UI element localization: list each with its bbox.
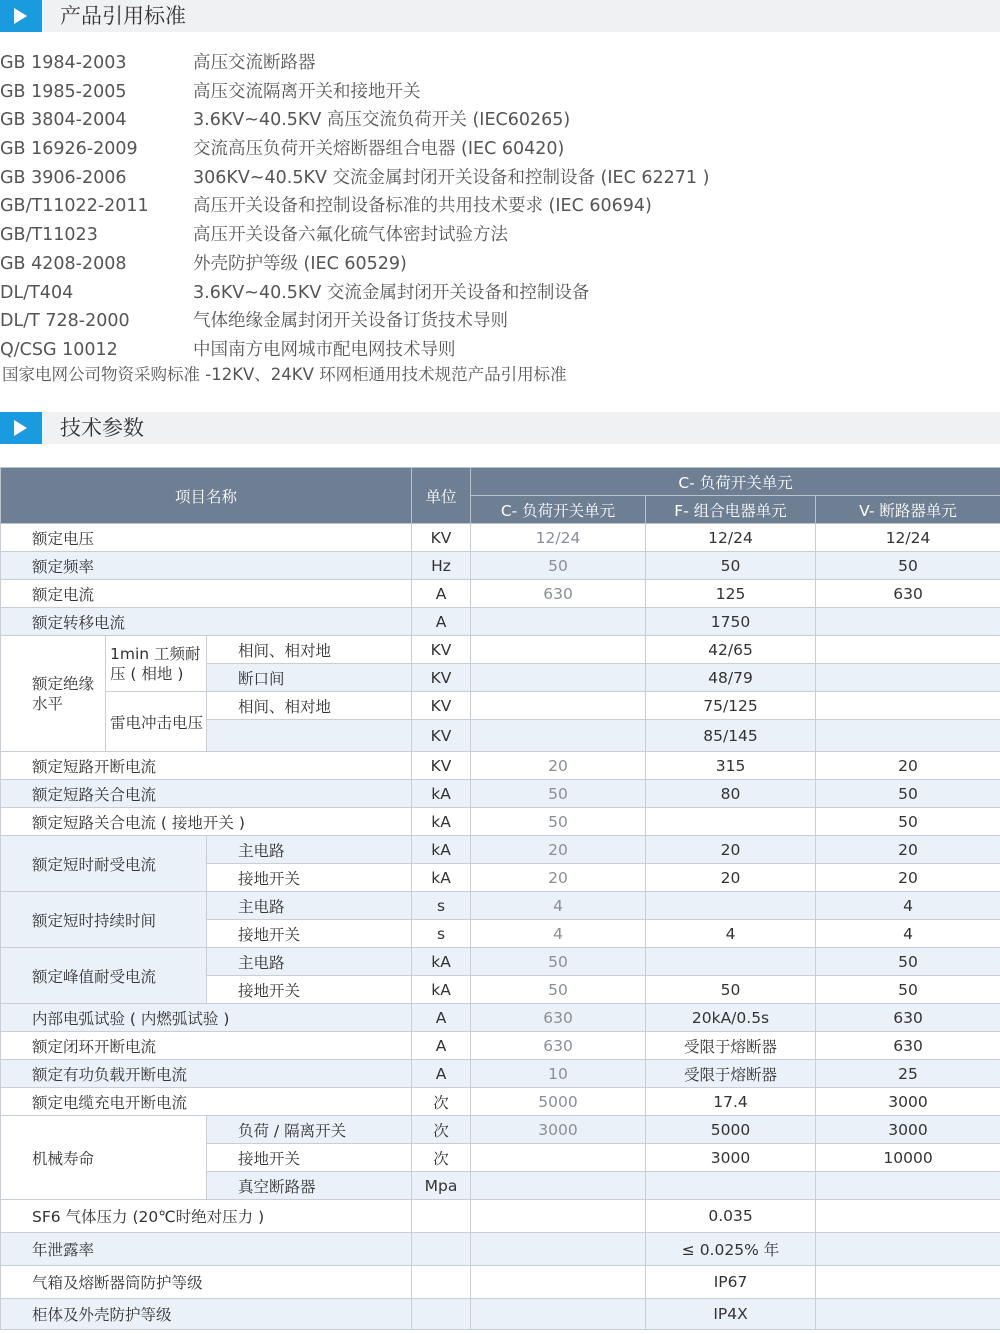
row-unit: 次	[412, 1088, 471, 1116]
cell-c: 4	[471, 892, 646, 920]
cell-v: 10000	[816, 1144, 1000, 1172]
row-name: 额定短路关合电流	[1, 780, 412, 808]
list-item	[0, 49, 1000, 78]
row-subitem-name	[207, 720, 412, 752]
cell-c	[471, 1200, 646, 1233]
row-name: 额定短路关合电流 ( 接地开关 )	[1, 808, 412, 836]
row-name: 气箱及熔断器筒防护等级	[1, 1266, 412, 1299]
standard-name: 高压开关设备六氟化硫气体密封试验方法	[193, 225, 508, 246]
table-row	[1, 580, 1000, 608]
cell-c: 50	[471, 976, 646, 1004]
list-item	[0, 250, 1000, 279]
row-unit: kA	[412, 780, 471, 808]
standard-name: 3.6KV~40.5KV 高压交流负荷开关 (IEC60265)	[193, 110, 571, 131]
cell-c: 50	[471, 808, 646, 836]
cell-f: IP67	[646, 1266, 816, 1299]
row-name: 额定频率	[1, 552, 412, 580]
cell-f: 315	[646, 752, 816, 780]
row-group-name: 额定峰值耐受电流	[1, 948, 207, 1004]
row-name: 额定有功负载开断电流	[1, 1060, 412, 1088]
cell-v: 20	[816, 836, 1000, 864]
row-name: 额定电流	[1, 580, 412, 608]
cell-c: 12/24	[471, 524, 646, 552]
cell-c	[471, 636, 646, 664]
cell-f: 50	[646, 552, 816, 580]
row-unit: KV	[412, 752, 471, 780]
cell-f: 85/145	[646, 720, 816, 752]
list-item	[0, 78, 1000, 107]
cell-f: 20	[646, 864, 816, 892]
cell-c: 50	[471, 552, 646, 580]
row-unit: kA	[412, 864, 471, 892]
cell-f: 4	[646, 920, 816, 948]
cell-f: 17.4	[646, 1088, 816, 1116]
row-name: 额定电压	[1, 524, 412, 552]
cell-f: 48/79	[646, 664, 816, 692]
row-name: 柜体及外壳防护等级	[1, 1299, 412, 1330]
table-row	[1, 1266, 1000, 1299]
standard-code: GB 3804-2004	[0, 110, 127, 131]
standard-name: 气体绝缘金属封闭开关设备订货技术导则	[193, 311, 508, 332]
row-name: 年泄露率	[1, 1233, 412, 1266]
cell-c: 5000	[471, 1088, 646, 1116]
cell-f	[646, 1172, 816, 1200]
cell-c: 20	[471, 836, 646, 864]
row-unit: s	[412, 892, 471, 920]
list-item	[0, 135, 1000, 164]
row-subitem-name: 接地开关	[207, 1144, 412, 1172]
cell-v: 4	[816, 920, 1000, 948]
standard-code: GB/T11023	[0, 225, 98, 246]
table-row	[1, 692, 1000, 720]
cell-v: 4	[816, 892, 1000, 920]
cell-v: 25	[816, 1060, 1000, 1088]
table-row	[1, 892, 1000, 920]
section-title: 技术参数	[60, 416, 144, 440]
cell-v	[816, 1299, 1000, 1330]
cell-f	[646, 948, 816, 976]
cell-f: 5000	[646, 1116, 816, 1144]
table-row	[1, 1032, 1000, 1060]
cell-c	[471, 1233, 646, 1266]
standards-note: 国家电网公司物资采购标准 -12KV、24KV 环网柜通用技术规范产品引用标准	[2, 365, 567, 384]
cell-c: 20	[471, 864, 646, 892]
cell-v	[816, 1233, 1000, 1266]
cell-c	[471, 1299, 646, 1330]
standards-list	[0, 49, 1000, 365]
list-item	[0, 192, 1000, 221]
standard-code: GB 1984-2003	[0, 53, 127, 73]
cell-v	[816, 720, 1000, 752]
row-unit: kA	[412, 948, 471, 976]
row-group-name: 额定短时持续时间	[1, 892, 207, 948]
header-group: C- 负荷开关单元	[471, 468, 1000, 496]
cell-v: 50	[816, 552, 1000, 580]
table-row	[1, 780, 1000, 808]
standard-code: Q/CSG 10012	[0, 339, 118, 360]
cell-v	[816, 1266, 1000, 1299]
cell-f	[646, 808, 816, 836]
table-row	[1, 552, 1000, 580]
row-unit: kA	[412, 976, 471, 1004]
cell-f: 20	[646, 836, 816, 864]
table-row	[1, 948, 1000, 976]
row-unit	[412, 1266, 471, 1299]
row-unit: KV	[412, 636, 471, 664]
cell-c	[471, 1266, 646, 1299]
table-row	[1, 1088, 1000, 1116]
cell-v	[816, 664, 1000, 692]
tech-params-table	[0, 467, 1000, 1330]
cell-f: 75/125	[646, 692, 816, 720]
row-subgroup-name: 1min 工频耐压 ( 相地 )	[106, 636, 207, 692]
row-subitem-name: 主电路	[207, 892, 412, 920]
row-unit: A	[412, 1032, 471, 1060]
table-row	[1, 1299, 1000, 1330]
row-subgroup-name: 雷电冲击电压	[106, 692, 207, 752]
standard-code: GB 16926-2009	[0, 139, 138, 160]
cell-c	[471, 720, 646, 752]
row-subitem-name: 主电路	[207, 948, 412, 976]
list-item	[0, 164, 1000, 193]
cell-v	[816, 1172, 1000, 1200]
standard-name: 3.6KV~40.5KV 交流金属封闭开关设备和控制设备	[193, 282, 590, 303]
table-row	[1, 524, 1000, 552]
cell-c: 20	[471, 752, 646, 780]
list-item	[0, 106, 1000, 135]
standard-name: 高压开关设备和控制设备标准的共用技术要求 (IEC 60694)	[193, 196, 652, 217]
cell-v	[816, 1200, 1000, 1233]
row-unit: Hz	[412, 552, 471, 580]
row-unit: kA	[412, 836, 471, 864]
row-unit: KV	[412, 664, 471, 692]
play-arrow-icon	[0, 412, 42, 444]
standard-code: DL/T404	[0, 282, 74, 303]
header-col-c: C- 负荷开关单元	[471, 496, 646, 524]
row-unit: A	[412, 580, 471, 608]
list-item	[0, 307, 1000, 336]
standard-name: 外壳防护等级 (IEC 60529)	[193, 253, 407, 274]
cell-c: 630	[471, 1004, 646, 1032]
list-item	[0, 221, 1000, 250]
row-subitem-name: 相间、相对地	[207, 636, 412, 664]
cell-v: 50	[816, 808, 1000, 836]
cell-c	[471, 664, 646, 692]
row-subitem-name: 接地开关	[207, 864, 412, 892]
standard-code: GB 3906-2006	[0, 167, 127, 188]
section-header-params	[0, 412, 1000, 444]
table-row	[1, 752, 1000, 780]
cell-v: 630	[816, 1032, 1000, 1060]
standard-code: GB 4208-2008	[0, 253, 127, 274]
cell-v: 3000	[816, 1088, 1000, 1116]
cell-v: 50	[816, 976, 1000, 1004]
row-unit: KV	[412, 692, 471, 720]
row-name: SF6 气体压力 (20℃时绝对压力 )	[1, 1200, 412, 1233]
cell-v: 50	[816, 948, 1000, 976]
header-item-name: 项目名称	[1, 468, 412, 524]
cell-v: 630	[816, 580, 1000, 608]
cell-f	[646, 892, 816, 920]
row-unit: 次	[412, 1116, 471, 1144]
row-name: 额定闭环开断电流	[1, 1032, 412, 1060]
cell-f: 20kA/0.5s	[646, 1004, 816, 1032]
table-row	[1, 808, 1000, 836]
header-unit: 单位	[412, 468, 471, 524]
standard-name: 中国南方电网城市配电网技术导则	[193, 339, 456, 360]
row-unit: kA	[412, 808, 471, 836]
row-unit	[412, 1299, 471, 1330]
cell-v	[816, 608, 1000, 636]
cell-c: 50	[471, 780, 646, 808]
row-unit: Mpa	[412, 1172, 471, 1200]
cell-f: 50	[646, 976, 816, 1004]
cell-v: 20	[816, 752, 1000, 780]
standard-name: 306KV~40.5KV 交流金属封闭开关设备和控制设备 (IEC 62271 )	[193, 167, 710, 188]
cell-f: 1750	[646, 608, 816, 636]
table-row	[1, 1116, 1000, 1144]
cell-f: 受限于熔断器	[646, 1032, 816, 1060]
standard-code: DL/T 728-2000	[0, 311, 130, 332]
standard-name: 高压交流隔离开关和接地开关	[193, 81, 421, 102]
cell-c: 630	[471, 580, 646, 608]
row-name: 额定短路开断电流	[1, 752, 412, 780]
table-row	[1, 1200, 1000, 1233]
row-group-name: 额定绝缘水平	[1, 636, 106, 752]
section-title: 产品引用标准	[60, 4, 186, 28]
cell-f: 3000	[646, 1144, 816, 1172]
cell-f: 受限于熔断器	[646, 1060, 816, 1088]
row-name: 额定转移电流	[1, 608, 412, 636]
row-name: 额定电缆充电开断电流	[1, 1088, 412, 1116]
row-subitem-name: 主电路	[207, 836, 412, 864]
row-subitem-name: 接地开关	[207, 920, 412, 948]
cell-v: 20	[816, 864, 1000, 892]
table-row	[1, 636, 1000, 664]
cell-v: 3000	[816, 1116, 1000, 1144]
header-col-v: V- 断路器单元	[816, 496, 1000, 524]
row-unit: A	[412, 1004, 471, 1032]
cell-f: IP4X	[646, 1299, 816, 1330]
cell-f: 125	[646, 580, 816, 608]
cell-f: 42/65	[646, 636, 816, 664]
table-row	[1, 1004, 1000, 1032]
list-item	[0, 279, 1000, 308]
cell-f: 80	[646, 780, 816, 808]
row-unit: 次	[412, 1144, 471, 1172]
row-subitem-name: 负荷 / 隔离开关	[207, 1116, 412, 1144]
row-group-name: 额定短时耐受电流	[1, 836, 207, 892]
standard-name: 交流高压负荷开关熔断器组合电器 (IEC 60420)	[193, 139, 565, 160]
cell-f: 12/24	[646, 524, 816, 552]
row-subitem-name: 真空断路器	[207, 1172, 412, 1200]
cell-c: 10	[471, 1060, 646, 1088]
row-unit	[412, 1200, 471, 1233]
row-subitem-name: 断口间	[207, 664, 412, 692]
cell-c: 4	[471, 920, 646, 948]
cell-v: 630	[816, 1004, 1000, 1032]
row-unit: s	[412, 920, 471, 948]
row-name: 内部电弧试验 ( 内燃弧试验 )	[1, 1004, 412, 1032]
header-col-f: F- 组合电器单元	[646, 496, 816, 524]
row-unit	[412, 1233, 471, 1266]
standard-code: GB 1985-2005	[0, 81, 127, 102]
cell-c: 3000	[471, 1116, 646, 1144]
section-header-standards	[0, 0, 1000, 32]
cell-f: 0.035	[646, 1200, 816, 1233]
cell-v: 50	[816, 780, 1000, 808]
row-subitem-name: 接地开关	[207, 976, 412, 1004]
row-unit: KV	[412, 720, 471, 752]
cell-c: 50	[471, 948, 646, 976]
standard-code: GB/T11022-2011	[0, 196, 149, 217]
cell-c	[471, 692, 646, 720]
cell-v	[816, 636, 1000, 664]
cell-c	[471, 1144, 646, 1172]
cell-v	[816, 692, 1000, 720]
standard-name: 高压交流断路器	[193, 53, 316, 73]
row-unit: KV	[412, 524, 471, 552]
cell-c	[471, 1172, 646, 1200]
cell-v: 12/24	[816, 524, 1000, 552]
row-unit: A	[412, 1060, 471, 1088]
table-row	[1, 608, 1000, 636]
cell-f: ≤ 0.025% 年	[646, 1233, 816, 1266]
row-unit: A	[412, 608, 471, 636]
row-subitem-name: 相间、相对地	[207, 692, 412, 720]
table-row	[1, 1233, 1000, 1266]
table-row	[1, 1060, 1000, 1088]
row-group-name: 机械寿命	[1, 1116, 207, 1200]
table-row	[1, 836, 1000, 864]
cell-c	[471, 608, 646, 636]
cell-c: 630	[471, 1032, 646, 1060]
play-arrow-icon	[0, 0, 42, 32]
